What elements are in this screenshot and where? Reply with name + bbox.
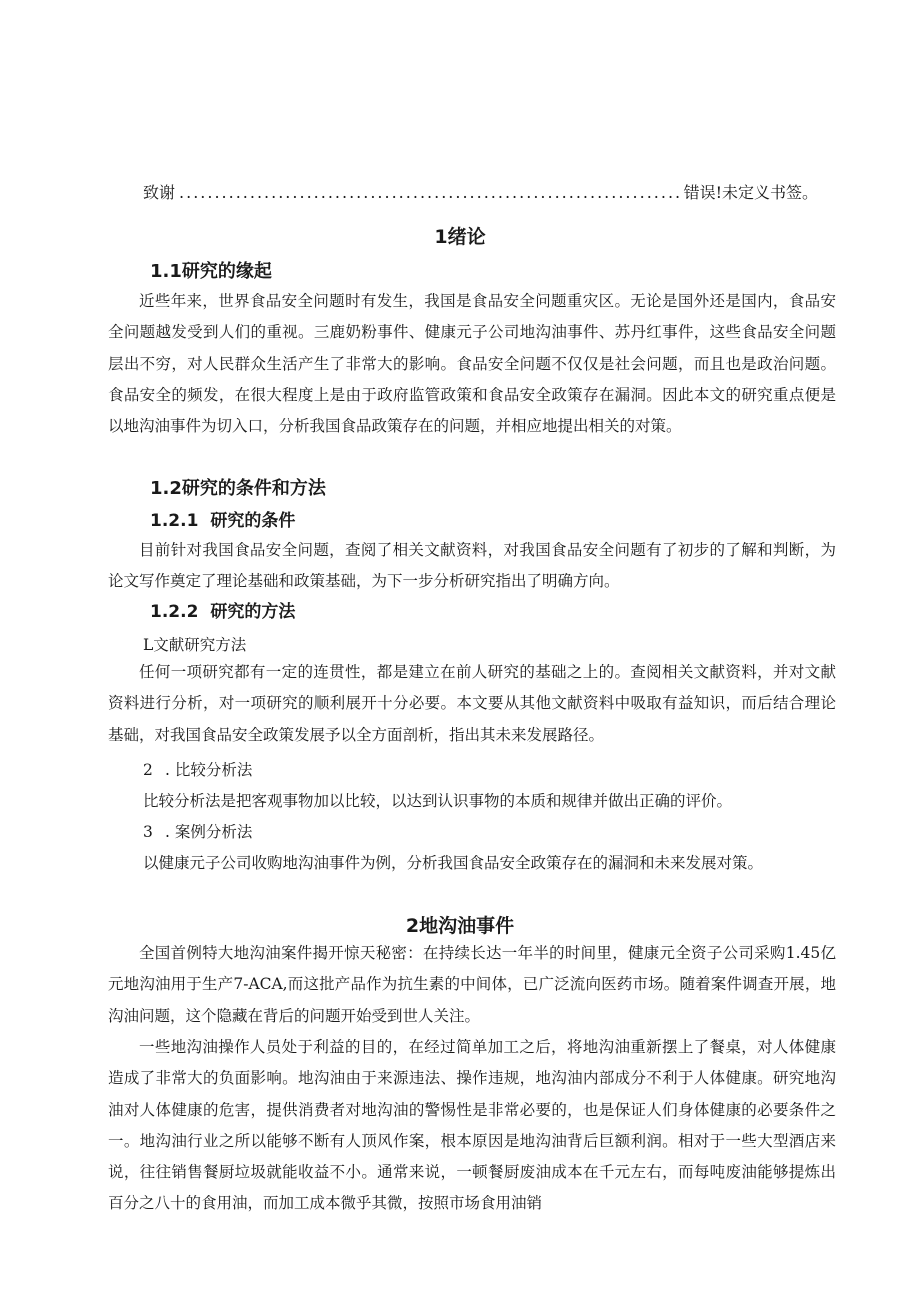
line: 康。研究地沟油对人体健康的危害，提供消费者对地沟油的警惕性是非常必要的，也是保证人们身 — [108, 1069, 836, 1119]
section-number: 1.2.1 — [150, 511, 199, 531]
item-heading: . 案例分析法 — [165, 823, 253, 841]
section-1-1-title: 1.1研究的缘起 — [150, 261, 272, 282]
line: 食品安全问题越发受到人们的重视。三鹿奶粉事件、健康元子公司地沟油事件、苏丹红事件，这些 — [108, 292, 836, 342]
toc-label: 致谢 — [143, 183, 176, 202]
item-heading: . 比较分析法 — [165, 761, 253, 779]
section-number: 1.2.2 — [150, 602, 199, 622]
line: 并对文献资料进行分析，对一项研究的顺利展开十分必要。本文要从其他文献资料中吸取有益知识， — [108, 663, 836, 713]
line: 近些年来，世界食品安全问题时有发生，我国是食品安全问题重灾区。无论是国外还是国内， — [139, 292, 789, 310]
method-3-title — [143, 820, 252, 842]
chapter-2-title: 2地沟油事件 — [405, 915, 515, 937]
line: 体健康的必要条件之一。地沟油行业之所以能够不断有人顶风作案，根本原因是地沟油背后巨额利 — [108, 1100, 836, 1150]
chapter-2-paragraph-1 — [108, 938, 836, 1032]
line: 体健康造成了非常大的负面影响。地沟油由于来源违法、操作违规，地沟油内部成分不利于人体健 — [108, 1038, 836, 1088]
chapter-1-title: 1绪论 — [434, 226, 486, 248]
method-1-paragraph — [108, 657, 836, 751]
item-number: 3 — [143, 823, 153, 841]
line: 任何一项研究都有一定的连贯性，都是建立在前人研究的基础之上的。查阅相关文献资料， — [139, 663, 773, 681]
line: 食品安全问题层出不穷，对人民群众生活产生了非常大的影响。食品安全问题不仅仅是社会问题， — [108, 323, 836, 373]
section-heading: 研究的条件 — [210, 511, 296, 531]
section-heading: 研究的方法 — [210, 602, 296, 622]
line: 因此本文的研究重点便是以地沟油事件为切入口，分析我国食品政策存在的问题，并相应地提出相 — [108, 385, 836, 436]
line: 润。相对于一些大型酒店来说，往往销售餐厨垃圾就能收益不小。通常来说，一顿餐厨废油成本在 — [108, 1131, 836, 1182]
section-1-2-2-title — [150, 597, 295, 622]
section-1-2-title: 1.2研究的条件和方法 — [150, 478, 326, 499]
line: 断，为论文写作奠定了理论基础和政策基础，为下一步分析研究指出了明确方向。 — [108, 541, 836, 591]
chapter-2-paragraph-2 — [108, 1032, 836, 1220]
method-2-title — [143, 758, 252, 780]
line: 目前针对我国食品安全问题，查阅了相关文献资料，对我国食品安全问题有了初步的了解和判 — [139, 541, 789, 559]
line: 调查开展，地沟油问题，这个隐藏在背后的问题开始受到世人关注。 — [108, 975, 836, 1025]
line: 千元左右，而每吨废油能够提炼出百分之八十的食用油，而加工成本微乎其微，按照市场食用油销 — [108, 1163, 836, 1213]
toc-page-ref: 错误!未定义书签。 — [683, 183, 818, 202]
line: 全国首例特大地沟油案件揭开惊天秘密：在持续长达一年半的时间里，健康元全资子公司采购 — [139, 944, 786, 962]
toc-entry-acknowledgement[interactable] — [143, 180, 818, 203]
line: 一些地沟油操作人员处于利益的目的，在经过简单加工之后，将地沟油重新摆上了餐桌，对人 — [139, 1038, 789, 1056]
method-3-text: 以健康元子公司收购地沟油事件为例，分析我国食品安全政策存在的漏洞和未来发展对策。 — [143, 854, 764, 872]
line: 1.45亿元地沟油用于生产7-ACA,而这批产品作为抗生素的中间体，已广泛流向医药市场。随着案件 — [108, 944, 836, 994]
line: 关的对策。 — [604, 417, 682, 436]
toc-leader-dots — [179, 183, 680, 202]
line: 而后结合理论基础，对我国食品安全政策发展予以全方面剖析，指出其未来发展路径。 — [108, 694, 836, 744]
section-1-1-paragraph — [108, 286, 836, 442]
section-1-2-1-title — [150, 506, 295, 531]
section-1-2-1-paragraph — [108, 535, 836, 598]
method-1-title: L文献研究方法 — [143, 636, 247, 654]
line: 而且也是政治问题。食品安全的频发，在很大程度上是由于政府监管政策和食品安全政策存在漏洞。 — [108, 354, 836, 404]
method-2-text: 比较分析法是把客观事物加以比较，以达到认识事物的本质和规律并做出正确的评价。 — [143, 792, 733, 810]
item-number: 2 — [143, 761, 153, 779]
